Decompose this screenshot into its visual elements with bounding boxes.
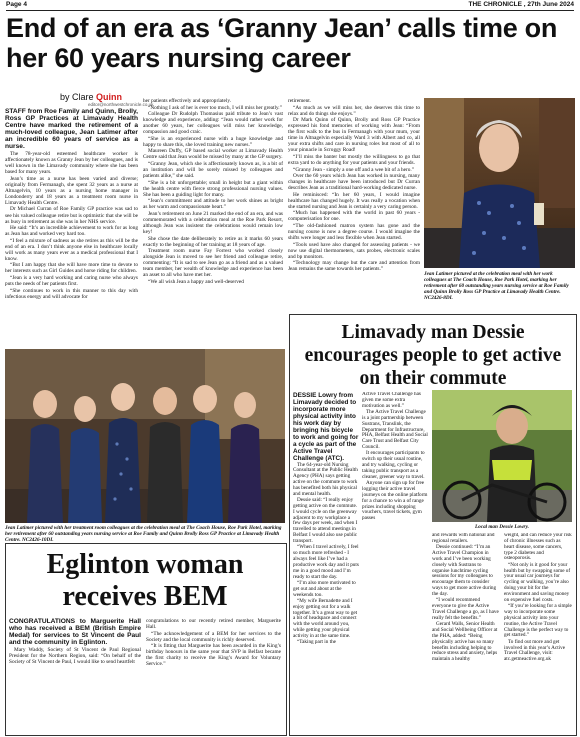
paragraph: Jean’s retirement on June 21 marked the end of an era, and was commemorated with a celebration meal at the Roe Park Resort, although Jean was insistent the celebrations would remain low key!	[143, 210, 283, 235]
paragraph: He reminisced: “In her 60 years, I would imagine healthcare has changed hugely. It was really a vocation when she started nursing and Jean is certainly a very caring person.	[288, 191, 420, 210]
paragraph: Dr Michael Curran of Roe Family GP practice was sad to see his valued colleague retire but is optimistic that she will be as busy in retirement as she was in her NHS service.	[5, 206, 138, 225]
main-story-col2	[143, 98, 283, 344]
article-lead: CONGRATULATIONS to Marguerite Hall who has received a BEM (British Empire Medal) for services to St Vincent de Paul and the community in Eglinton.	[9, 618, 141, 647]
paragraph: Treatment room nurse Fay Forrest who worked closely alongside Jean is moved to see her friend and colleague retire, commenting: “It is sad to see Jean go as a friend and as a valued team member, her wealth of knowledge and experience has been an asset to all who have met her.	[143, 248, 283, 279]
page-number: Page 4	[6, 1, 27, 8]
paragraph: “Not only is it good for your health but by swapping some of your usual car journeys for cycling or walking, you’re also doing your bit for the environment and saving money on expensive fuel costs.	[504, 561, 571, 603]
paragraph: Dr Mark Quinn of Quinn, Brolly and Ross GP Practice expressed his fond memories of working with Jean: “From the first walk to the bus in Fermanagh with your mum, your time in Altnagelvin especially Ward 3 with Albert and co, all your extra shifts and care in nursing roles but most of all to your pinnacle in Scroggy Road!	[288, 117, 420, 154]
dessie-col1	[293, 392, 359, 730]
jean-portrait-photo	[424, 98, 575, 268]
paragraph: “Tools used have also changed for assessing patients - we now use digital thermometers, sats probes, electronic scales and bp monitors.	[288, 241, 420, 260]
paragraph: “As much as we will miss her, she deserves this time to relax and do things she enjoys.”	[288, 104, 420, 117]
paragraph: Dessie continued: “I’m an Active Travel Champion in work and I’ve been working closely with Sustrans to organise lunchtime cycling sessions for my colleagues to encourage them to consider ways to get more active during the day.	[432, 544, 497, 597]
paragraph: Gerard Walls, Senior Health and Social Wellbeing Officer at the PHA, added: “Being physically active has so many benefits including helping to reduce stress and anxiety, helps maintain a healthy	[432, 621, 498, 663]
group-photo-illustration	[5, 349, 285, 523]
main-headline: End of an era as ‘Granny Jean’ calls time on her 60 years nursing career	[6, 13, 558, 73]
paragraph: Maureen Duffy, GP based social worker at Limavady Health Centre said that Jean would be missed by many at the GP surgery.	[143, 148, 283, 161]
group-photo	[5, 349, 285, 523]
bem-headline: Eglinton woman receives BEM	[46, 549, 244, 612]
paragraph: Anyone can sign up for free logging their active travel journeys on the online platform for a chance to win a of range prizes including shopping vouchers, travel tickets, gym passes	[362, 480, 428, 522]
paragraph: “Jean’s commitment and attitude to her work shines as bright as her warm and compassionate heart.”	[143, 198, 283, 211]
paragraph: “Granny Jean, which she is affectionately known as, is a bit of an institution and will be sorely missed by colleagues and patients alike,” she said.	[143, 160, 283, 180]
byline-name: Quinn	[96, 92, 123, 102]
paragraph: “Much has happened with the world in past 60 years - computerisation for one.	[288, 210, 420, 223]
dessie-col3	[432, 533, 500, 730]
bem-col1	[9, 618, 141, 730]
dessie-photo-caption: Local man Dessie Lowry.	[475, 524, 529, 530]
main-story-col1	[5, 108, 138, 344]
main-story-col3	[288, 98, 420, 310]
paragraph: and rewards with national and regional retailers.	[432, 533, 495, 544]
paragraph: Dessie said: “I really enjoy getting active on the commute. I would cycle on the greenway adjacent to my workplace a few days per week, and when I travelled to attend meetings in Belfast I would also use public transport.	[293, 497, 358, 544]
paragraph: The Active Travel Challenge is a joint partnership between Sustrans, Translink, the Department for Infrastructure, PHA, Belfast Health and Social Care Trust and Belfast City Council.	[362, 409, 428, 451]
paragraph: Colleague Dr Rudolph Thomasius paid tribute to Jean’s vast knowledge and experience, adding: “Jean would rather work for another 60 years, her colleagues will miss her knowledge, compassion and good craic.	[143, 111, 283, 136]
dessie-headline: Limavady man Dessie encourages people to get active on their commute	[304, 322, 562, 389]
article-lead: STAFF from Roe Family and Quinn, Brolly, Ross GP Practices at Limavady Health Centre have marked the retirement of a much-loved colleague, Jean Latimer after an incredible 60 years of service as a nurse.	[5, 108, 138, 151]
paragraph: congratulations to our recently retired member, Marguerite Hall.	[146, 618, 281, 631]
dessie-col2	[362, 392, 428, 730]
paragraph: “I’m also more motivated to get out and about at the weekends too.	[293, 579, 356, 598]
paragraph: “She is an experienced nurse with a huge knowledge and happy to share this, she loved training new nurses.”	[143, 135, 283, 148]
paragraph: Active Travel Challenge has given me some extra motivation as well.”	[362, 392, 421, 409]
paragraph: “It is fitting that Marguerite has been awarded in the King’s birthday honours in the same year that SVP in Belfast became the first charity to receive the King’s Award for Voluntary Service.”	[146, 643, 281, 668]
paragraph: To find out more and get involved in this year’s Active Travel Challenge, visit: atc.getmeactive.org.uk	[504, 638, 565, 663]
paragraph: “I feel a mixture of sadness as she retires as this will be the end of an era. I don’t think anyone else in healthcare locally will work as many years ever as a medical professional that I know.	[5, 237, 138, 262]
paragraph: “The old-fashioned matron system has gone and the nursing course is now a degree course. I would imagine the shifts were longer and less flexible when Jean started.	[288, 222, 420, 242]
paragraph: “Taking part in the	[297, 639, 336, 646]
paragraph: Over the 60 years which Jean has worked in nursing, many changes in healthcare have been introduced but Dr Curran describes Jean as a traditional hard-working dedicated nurse.	[288, 173, 420, 192]
paragraph: “Technology may change but the care and attention from Jean remains the same towards her patients.”	[288, 260, 420, 273]
byline-email[interactable]: editor@northwestchronicle.co.uk	[88, 102, 154, 107]
paragraph: “If you’re looking for a simple way to incorporate some physical activity into your routine, the Active Travel Challenge is the perfect way to get started.”	[504, 603, 572, 639]
paragraph: He said: “It’s an incredible achievement to work for as long as Jean has and worked very hard too.	[5, 225, 138, 238]
paragraph: retirement.	[288, 98, 312, 104]
dessie-photo	[432, 390, 572, 522]
paragraph: “But I am happy that she will have more time to devote to her interests such as Girl Guides and horse riding for children.	[5, 262, 138, 275]
paragraph: It encourages participants to switch up their usual routine, and try walking, cycling or taking public transport as a cleaner, greener way to travel.	[362, 450, 425, 480]
paragraph: “When I travel actively, I feel so much more refreshed - I always feel like I’ve had a productive work day and it puts me in a good mood and I’m ready to start the day.	[293, 544, 359, 580]
article-lead: DESSIE Lowry from Limavady decided to incorporate more physical activity into his work day by bringing his bicycle to work and going for a cycle as part of the Active Travel Challenge (ATC).	[293, 392, 359, 462]
paragraph: “Nothing I ask of her is ever too much, I will miss her greatly.”	[148, 104, 282, 111]
paper-date: THE CHRONICLE , 27th June 2024	[468, 1, 574, 8]
paragraph: “She continues to work in this manner to this day with infectious energy and will advocate for	[5, 287, 138, 300]
header-rule	[6, 10, 574, 11]
paragraph: The 64-year-old Nursing Consultant at the Public Health Agency (PHA) says getting active on the commute to work has benefited both his physical and mental health.	[293, 461, 358, 497]
jean-portrait-illustration	[424, 98, 575, 268]
bem-col2	[146, 618, 281, 730]
paragraph: weight, and can reduce your risk of chronic illnesses such as heart disease, some cancers, type 2 diabetes and osteoporosis.	[504, 533, 572, 562]
paragraph: “I’ll miss the banter but mostly the willingness to go that extra yard to do anything for your patients and your friends.	[288, 153, 420, 166]
paragraph: “Jean is a very hard working and caring nurse who always puts the needs of her patients first.	[5, 275, 138, 288]
paragraph: Jean’s time as a nurse has been varied and diverse; originally from Fermanagh, she spent 32 years as a nurse at Altnagelvin, 10 years as a nursing home manager in Londonderry and 18 years as a treatment room nurse in Limavady Health Centre.	[5, 175, 138, 206]
paragraph: “The acknowledgement of a BEM for her services to the Society and the local community is richly deserved.	[146, 630, 281, 643]
paragraph: The 78-year-old esteemed healthcare worker is affectionately known as Granny Jean by her colleagues, and is well known in the Limavady community where she has been based for many years.	[5, 151, 138, 176]
jean-portrait-caption: Jean Latimer pictured at the celebration meal with her work colleagues at The Coach House, Roe Park Hotel, marking her retirement after 60 outstanding years nursing service at Roe Family and Quinn Brolly Ross GP Practice at Limavady Health Centre. NC2426-8DL	[424, 271, 569, 301]
paragraph: Mary Waddy, Society of St Vincent de Paul Regional President for the Northern Region, said: “On behalf of the Society of St Vincent de Paul, I would like to send heartfelt	[9, 646, 141, 665]
paragraph: “I would recommend everyone to give the Active Travel Challenge a go, as I have really felt the benefits.”	[432, 597, 499, 621]
paragraph: “My wife Bernadette and I enjoy getting out for a walk together. It’s a great way to get a bit of headspace and connect with the world around you, while getting your physical activity in at the same time.	[293, 597, 358, 639]
paragraph: “She is a bit unforgettable; small in height but a giant within the health centre with fierce strong professional nursing values. She has been a guiding light for many.	[143, 179, 283, 198]
group-photo-caption: Jean Latimer pictured with her treatment room colleagues at the celebration meal at The Coach House, Roe Park Hotel, marking her retirement after 60 outstanding years nursing service at Roe Family and Quinn Brolly Ross GP Practice at Limavady Health Centre. NC2426-10DL	[5, 525, 282, 543]
paragraph: She chose the date deliberately to retire as it marks 60 years exactly to the beginning of her training at 18 years of age.	[143, 235, 283, 248]
byline-prefix: by Clare	[60, 92, 97, 102]
dessie-col4	[504, 533, 572, 730]
paragraph: “We all wish Jean a happy and well-deserved	[148, 278, 244, 285]
paragraph: her patients effectively and appropriately.	[143, 98, 231, 104]
dessie-photo-illustration	[432, 390, 572, 522]
paragraph: “Granny Jean - simply a one off and a wee bit of a hero.”	[293, 166, 415, 173]
